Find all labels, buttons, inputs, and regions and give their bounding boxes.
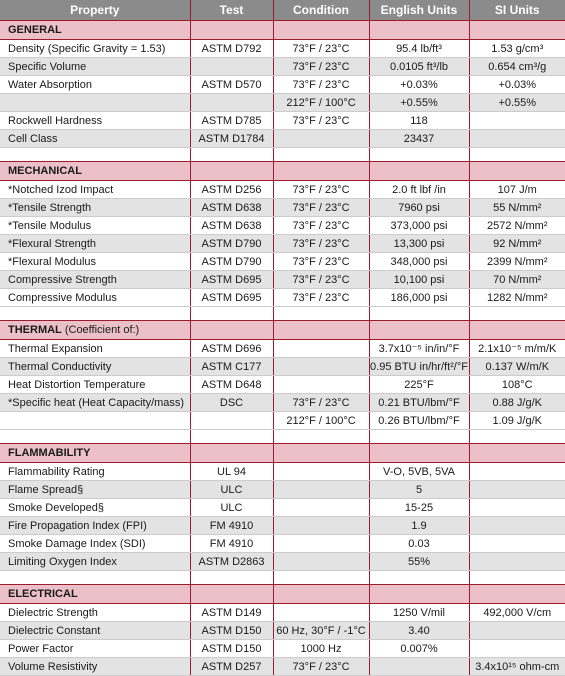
cell-condition [273, 604, 369, 622]
cell-condition: 73°F / 23°C [273, 40, 369, 58]
cell-property: *Flexural Strength [0, 235, 190, 253]
cell-property: Dielectric Strength [0, 604, 190, 622]
cell-si-units: 2399 N/mm² [469, 253, 565, 271]
table-row [0, 481, 565, 499]
cell-property [0, 94, 190, 112]
cell-test: ASTM D696 [190, 340, 273, 358]
cell-english-units: 0.26 BTU/lbm/°F [369, 412, 469, 430]
section-cell [369, 585, 469, 604]
cell-property: Compressive Strength [0, 271, 190, 289]
cell-condition: 73°F / 23°C [273, 253, 369, 271]
table-row [0, 94, 565, 112]
spacer-cell [190, 148, 273, 162]
cell-test: ASTM D150 [190, 622, 273, 640]
cell-test: ASTM D256 [190, 181, 273, 199]
table-row [0, 622, 565, 640]
section-title-text: FLAMMABILITY [8, 447, 91, 459]
section-cell [369, 162, 469, 181]
cell-english-units [369, 658, 469, 676]
table-row [0, 640, 565, 658]
cell-test: ASTM D695 [190, 289, 273, 307]
cell-si-units [469, 553, 565, 571]
table-row [0, 463, 565, 481]
cell-test [190, 58, 273, 76]
section-cell [469, 321, 565, 340]
table-row [0, 181, 565, 199]
cell-test [190, 94, 273, 112]
table-row [0, 499, 565, 517]
cell-condition: 212°F / 100°C [273, 412, 369, 430]
cell-property: *Tensile Modulus [0, 217, 190, 235]
section-title [0, 444, 190, 463]
cell-property: Limiting Oxygen Index [0, 553, 190, 571]
table-row [0, 253, 565, 271]
cell-english-units: 95.4 lb/ft³ [369, 40, 469, 58]
spacer-cell [469, 148, 565, 162]
cell-condition: 73°F / 23°C [273, 58, 369, 76]
table-row [0, 217, 565, 235]
table-row [0, 235, 565, 253]
cell-english-units: 373,000 psi [369, 217, 469, 235]
table-body [0, 21, 565, 676]
spacer-cell [369, 148, 469, 162]
cell-property: Cell Class [0, 130, 190, 148]
cell-property [0, 412, 190, 430]
cell-condition: 73°F / 23°C [273, 217, 369, 235]
cell-si-units: +0.03% [469, 76, 565, 94]
section-header [0, 444, 565, 463]
cell-si-units [469, 622, 565, 640]
cell-test: ASTM D695 [190, 271, 273, 289]
cell-test [190, 412, 273, 430]
cell-english-units: 0.0105 ft³/lb [369, 58, 469, 76]
cell-test: ASTM D257 [190, 658, 273, 676]
table-row [0, 112, 565, 130]
cell-si-units: 1.53 g/cm³ [469, 40, 565, 58]
section-cell [190, 585, 273, 604]
section-cell [273, 162, 369, 181]
section-cell [190, 444, 273, 463]
section-cell [190, 321, 273, 340]
section-title [0, 321, 190, 340]
cell-test: ASTM D638 [190, 217, 273, 235]
spacer-cell [469, 430, 565, 444]
cell-si-units: 108°C [469, 376, 565, 394]
cell-english-units: 0.007% [369, 640, 469, 658]
cell-test: ASTM D149 [190, 604, 273, 622]
cell-condition [273, 481, 369, 499]
cell-english-units: 2.0 ft lbf /in [369, 181, 469, 199]
cell-english-units: 0.03 [369, 535, 469, 553]
section-cell [469, 585, 565, 604]
cell-property: *Specific heat (Heat Capacity/mass) [0, 394, 190, 412]
header-english-units: English Units [369, 0, 469, 21]
spacer-cell [369, 430, 469, 444]
cell-si-units [469, 535, 565, 553]
header-property: Property [0, 0, 190, 21]
cell-english-units: 3.7x10⁻⁵ in/in/°F [369, 340, 469, 358]
cell-condition [273, 376, 369, 394]
cell-si-units: 0.654 cm³/g [469, 58, 565, 76]
spacer-cell [273, 307, 369, 321]
cell-property: Fire Propagation Index (FPI) [0, 517, 190, 535]
cell-english-units: 23437 [369, 130, 469, 148]
cell-si-units: 0.88 J/g/K [469, 394, 565, 412]
section-header [0, 21, 565, 40]
cell-property: Volume Resistivity [0, 658, 190, 676]
cell-property: Flammability Rating [0, 463, 190, 481]
cell-test: ASTM D792 [190, 40, 273, 58]
cell-english-units: 348,000 psi [369, 253, 469, 271]
cell-test: ASTM C177 [190, 358, 273, 376]
section-cell [369, 21, 469, 40]
spacer-cell [0, 571, 190, 585]
cell-condition: 1000 Hz [273, 640, 369, 658]
cell-property: Thermal Conductivity [0, 358, 190, 376]
cell-si-units: 3.4x10¹⁵ ohm-cm [469, 658, 565, 676]
cell-test: ASTM D1784 [190, 130, 273, 148]
section-header [0, 321, 565, 340]
spacer-cell [273, 571, 369, 585]
section-header [0, 162, 565, 181]
spacer-row [0, 307, 565, 321]
cell-condition: 73°F / 23°C [273, 271, 369, 289]
cell-english-units: 15-25 [369, 499, 469, 517]
cell-english-units: 13,300 psi [369, 235, 469, 253]
cell-test: ULC [190, 499, 273, 517]
section-cell [369, 321, 469, 340]
cell-english-units: 225°F [369, 376, 469, 394]
cell-condition: 73°F / 23°C [273, 76, 369, 94]
section-cell [273, 21, 369, 40]
section-title [0, 162, 190, 181]
table-row [0, 376, 565, 394]
section-cell [273, 585, 369, 604]
cell-condition: 212°F / 100°C [273, 94, 369, 112]
cell-test: ASTM D638 [190, 199, 273, 217]
cell-property: *Notched Izod Impact [0, 181, 190, 199]
section-cell [469, 21, 565, 40]
cell-si-units: 55 N/mm² [469, 199, 565, 217]
cell-si-units: 0.137 W/m/K [469, 358, 565, 376]
section-cell [273, 321, 369, 340]
cell-test: ASTM D648 [190, 376, 273, 394]
section-title [0, 585, 190, 604]
cell-test: ASTM D2863 [190, 553, 273, 571]
cell-property: Compressive Modulus [0, 289, 190, 307]
cell-english-units: +0.55% [369, 94, 469, 112]
section-title-text: THERMAL [8, 324, 62, 336]
section-cell [369, 444, 469, 463]
cell-test: ULC [190, 481, 273, 499]
cell-condition: 73°F / 23°C [273, 199, 369, 217]
header-test: Test [190, 0, 273, 21]
table-row [0, 289, 565, 307]
cell-condition: 73°F / 23°C [273, 235, 369, 253]
table-row [0, 40, 565, 58]
section-cell [469, 444, 565, 463]
cell-property: Power Factor [0, 640, 190, 658]
cell-condition: 73°F / 23°C [273, 658, 369, 676]
cell-english-units: 118 [369, 112, 469, 130]
spacer-cell [190, 430, 273, 444]
cell-english-units: +0.03% [369, 76, 469, 94]
cell-si-units [469, 463, 565, 481]
cell-english-units: 186,000 psi [369, 289, 469, 307]
section-cell [190, 21, 273, 40]
cell-si-units [469, 112, 565, 130]
table-row [0, 340, 565, 358]
cell-test: ASTM D150 [190, 640, 273, 658]
cell-si-units: 2572 N/mm² [469, 217, 565, 235]
cell-test: ASTM D790 [190, 253, 273, 271]
cell-english-units: 0.95 BTU in/hr/ft²/°F [369, 358, 469, 376]
cell-property: Flame Spread§ [0, 481, 190, 499]
cell-english-units: 1250 V/mil [369, 604, 469, 622]
section-title-text: MECHANICAL [8, 165, 82, 177]
spacer-cell [190, 571, 273, 585]
table-row [0, 604, 565, 622]
cell-condition: 73°F / 23°C [273, 394, 369, 412]
cell-test: FM 4910 [190, 535, 273, 553]
cell-english-units: 1.9 [369, 517, 469, 535]
spacer-cell [369, 571, 469, 585]
section-header [0, 585, 565, 604]
cell-condition [273, 358, 369, 376]
spacer-cell [369, 307, 469, 321]
cell-si-units: +0.55% [469, 94, 565, 112]
header-si-units: SI Units [469, 0, 565, 21]
cell-si-units: 2.1x10⁻⁵ m/m/K [469, 340, 565, 358]
section-cell [469, 162, 565, 181]
table-row [0, 535, 565, 553]
cell-condition [273, 130, 369, 148]
section-note: (Coefficient of:) [61, 324, 140, 336]
cell-condition [273, 499, 369, 517]
cell-property: Smoke Damage Index (SDI) [0, 535, 190, 553]
table-row [0, 412, 565, 430]
header-condition: Condition [273, 0, 369, 21]
cell-condition [273, 463, 369, 481]
cell-english-units: 5 [369, 481, 469, 499]
cell-condition: 73°F / 23°C [273, 112, 369, 130]
section-cell [190, 162, 273, 181]
spacer-cell [190, 307, 273, 321]
section-cell [273, 444, 369, 463]
cell-english-units: 7960 psi [369, 199, 469, 217]
spacer-row [0, 148, 565, 162]
table-row [0, 394, 565, 412]
cell-si-units: 492,000 V/cm [469, 604, 565, 622]
cell-si-units [469, 499, 565, 517]
cell-condition [273, 517, 369, 535]
table-row [0, 358, 565, 376]
cell-property: Smoke Developed§ [0, 499, 190, 517]
cell-condition [273, 553, 369, 571]
cell-si-units [469, 640, 565, 658]
table-row [0, 58, 565, 76]
spacer-cell [0, 430, 190, 444]
cell-si-units: 1.09 J/g/K [469, 412, 565, 430]
cell-test: ASTM D570 [190, 76, 273, 94]
table-row [0, 553, 565, 571]
table-row [0, 658, 565, 676]
cell-si-units: 107 J/m [469, 181, 565, 199]
table-row [0, 199, 565, 217]
spacer-cell [0, 307, 190, 321]
cell-property: Density (Specific Gravity = 1.53) [0, 40, 190, 58]
cell-condition [273, 340, 369, 358]
cell-test: UL 94 [190, 463, 273, 481]
cell-property: *Tensile Strength [0, 199, 190, 217]
cell-test: ASTM D790 [190, 235, 273, 253]
cell-condition: 73°F / 23°C [273, 289, 369, 307]
cell-si-units [469, 130, 565, 148]
cell-property: Specific Volume [0, 58, 190, 76]
table-row [0, 76, 565, 94]
spacer-cell [469, 307, 565, 321]
cell-property: Dielectric Constant [0, 622, 190, 640]
cell-property: Heat Distortion Temperature [0, 376, 190, 394]
cell-english-units: 55% [369, 553, 469, 571]
cell-test: DSC [190, 394, 273, 412]
cell-test: FM 4910 [190, 517, 273, 535]
cell-si-units [469, 481, 565, 499]
cell-english-units: 3.40 [369, 622, 469, 640]
spacer-cell [0, 148, 190, 162]
spacer-cell [273, 148, 369, 162]
cell-test: ASTM D785 [190, 112, 273, 130]
table-row [0, 271, 565, 289]
cell-condition: 60 Hz, 30°F / -1°C [273, 622, 369, 640]
cell-english-units: V-O, 5VB, 5VA [369, 463, 469, 481]
cell-si-units [469, 517, 565, 535]
cell-property: *Flexural Modulus [0, 253, 190, 271]
cell-si-units: 1282 N/mm² [469, 289, 565, 307]
spacer-cell [273, 430, 369, 444]
cell-si-units: 70 N/mm² [469, 271, 565, 289]
table-row [0, 517, 565, 535]
cell-property: Water Absorption [0, 76, 190, 94]
cell-property: Thermal Expansion [0, 340, 190, 358]
cell-english-units: 0.21 BTU/lbm/°F [369, 394, 469, 412]
spacer-cell [469, 571, 565, 585]
cell-condition [273, 535, 369, 553]
section-title [0, 21, 190, 40]
cell-english-units: 10,100 psi [369, 271, 469, 289]
cell-property: Rockwell Hardness [0, 112, 190, 130]
section-title-text: ELECTRICAL [8, 588, 78, 600]
spacer-row [0, 430, 565, 444]
cell-condition: 73°F / 23°C [273, 181, 369, 199]
section-title-text: GENERAL [8, 24, 62, 36]
spacer-row [0, 571, 565, 585]
header-row [0, 0, 565, 21]
cell-si-units: 92 N/mm² [469, 235, 565, 253]
table-row [0, 130, 565, 148]
